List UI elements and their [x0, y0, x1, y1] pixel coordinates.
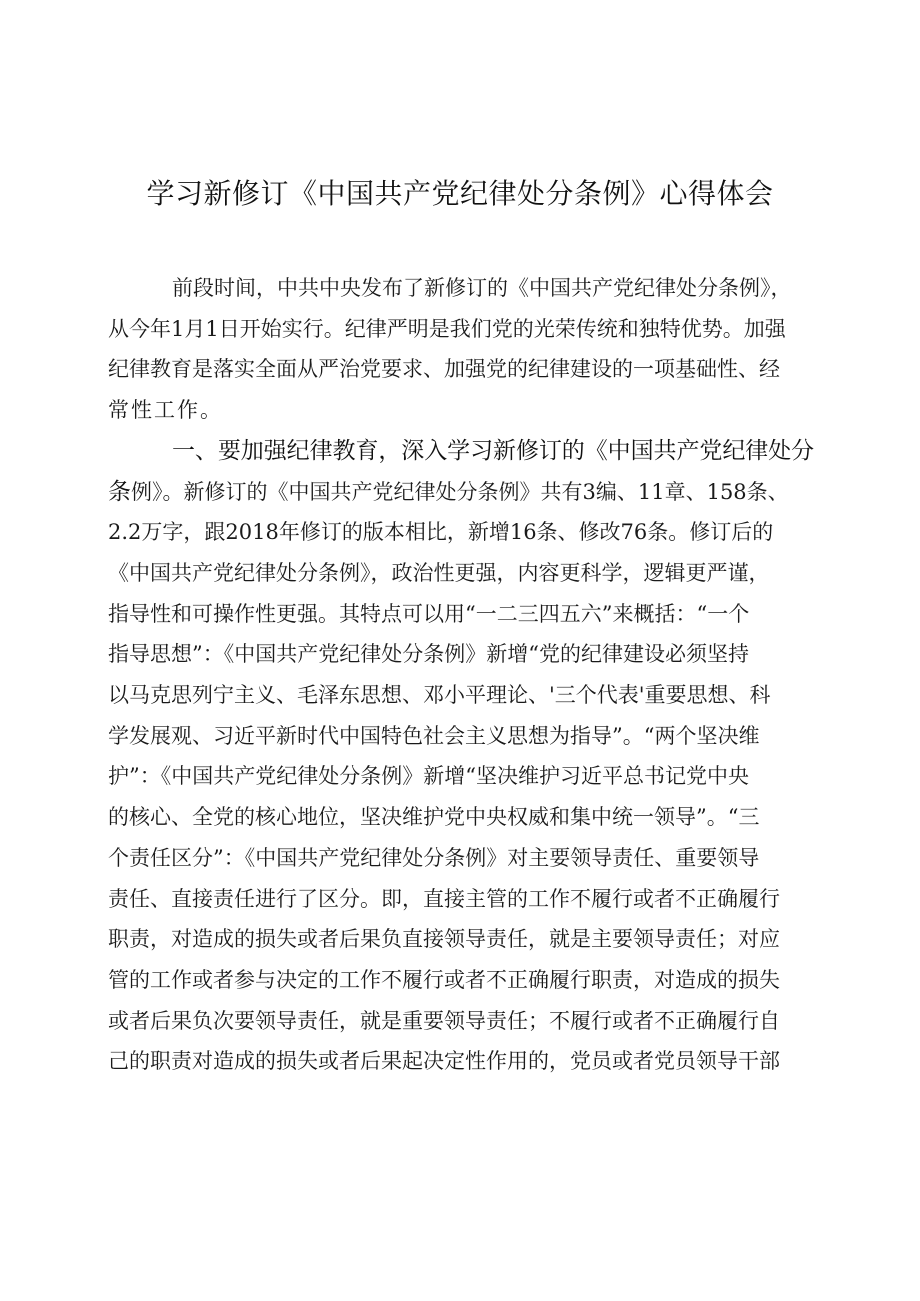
- section-heading-text: 一、要加强纪律教育，深入学习新修订的《中国共产党纪律处分: [172, 438, 815, 464]
- paragraph-text: 己的职责对造成的损失或者后果起决定性作用的，党员或者党员领导干部: [108, 1049, 780, 1073]
- paragraph-text: 前段时间，中共中央发布了新修订的《中国共产党纪律处分条例》，: [172, 276, 792, 300]
- paragraph-text: 以马克思列宁主义、毛泽东思想、邓小平理论、'三个代表'重要思想、科: [108, 683, 771, 707]
- paragraph-text: 护”：《中国共产党纪律处分条例》新增“坚决维护习近平总书记党中央: [108, 764, 749, 788]
- paragraph-line: [108, 1001, 814, 1041]
- document-title: 学习新修订《中国共产党纪律处分条例》心得体会: [146, 177, 774, 210]
- paragraph-line: [108, 797, 814, 837]
- paragraph-text: 2.2万字，跟2018年修订的版本相比，新增16条、修改76条。修订后的: [108, 520, 774, 544]
- paragraph-line: [108, 349, 814, 389]
- paragraph-text: 纪律教育是落实全面从严治党要求、加强党的纪律建设的一项基础性、经: [108, 357, 780, 381]
- paragraph-text: 例》。新修订的《中国共产党纪律处分条例》共有3编、11章、158条、: [131, 480, 789, 504]
- paragraph-line: [108, 756, 814, 796]
- paragraph-line: [108, 390, 814, 430]
- paragraph-text: 责任、直接责任进行了区分。即，直接主管的工作不履行或者不正确履行: [108, 887, 780, 911]
- paragraph-line: [108, 960, 814, 1000]
- paragraph-text: 常性工作。: [108, 398, 223, 422]
- paragraph-line: [108, 879, 814, 919]
- paragraph-line: [108, 1041, 814, 1081]
- paragraph-text: 从今年1月1日开始实行。纪律严明是我们党的光荣传统和独特优势。加强: [108, 317, 786, 341]
- paragraph-line: [108, 919, 814, 959]
- paragraph-line: [108, 716, 814, 756]
- paragraph-line: [108, 838, 814, 878]
- paragraph-line: [108, 594, 814, 634]
- paragraph-line: [108, 634, 814, 674]
- paragraph-text: 的核心、全党的核心地位，坚决维护党中央权威和集中统一领导”。“三: [108, 805, 760, 829]
- section-heading-text: 条: [108, 479, 131, 505]
- paragraph-text: 管的工作或者参与决定的工作不履行或者不正确履行职责，对造成的损失: [108, 968, 780, 992]
- paragraph-line: [108, 512, 814, 552]
- paragraph-line: [108, 472, 814, 512]
- paragraph-text: 职责，对造成的损失或者后果负直接领导责任，就是主要领导责任；对应: [108, 927, 780, 951]
- paragraph-text: 《中国共产党纪律处分条例》，政治性更强，内容更科学，逻辑更严谨，: [108, 561, 770, 585]
- paragraph-line: [172, 268, 814, 308]
- paragraph-text: 指导性和可操作性更强。其特点可以用“一二三四五六”来概括：“一个: [108, 602, 750, 626]
- paragraph-line: [108, 675, 814, 715]
- paragraph-text: 指导思想”：《中国共产党纪律处分条例》新增“党的纪律建设必须坚持: [108, 642, 749, 666]
- paragraph-line: [108, 553, 814, 593]
- section-heading-line: [172, 431, 814, 471]
- paragraph-text: 或者后果负次要领导责任，就是重要领导责任；不履行或者不正确履行自: [108, 1009, 780, 1033]
- paragraph-text: 学发展观、习近平新时代中国特色社会主义思想为指导”。“两个坚决维: [108, 724, 760, 748]
- paragraph-text: 个责任区分”：《中国共产党纪律处分条例》对主要领导责任、重要领导: [108, 846, 760, 870]
- paragraph-line: [108, 309, 814, 349]
